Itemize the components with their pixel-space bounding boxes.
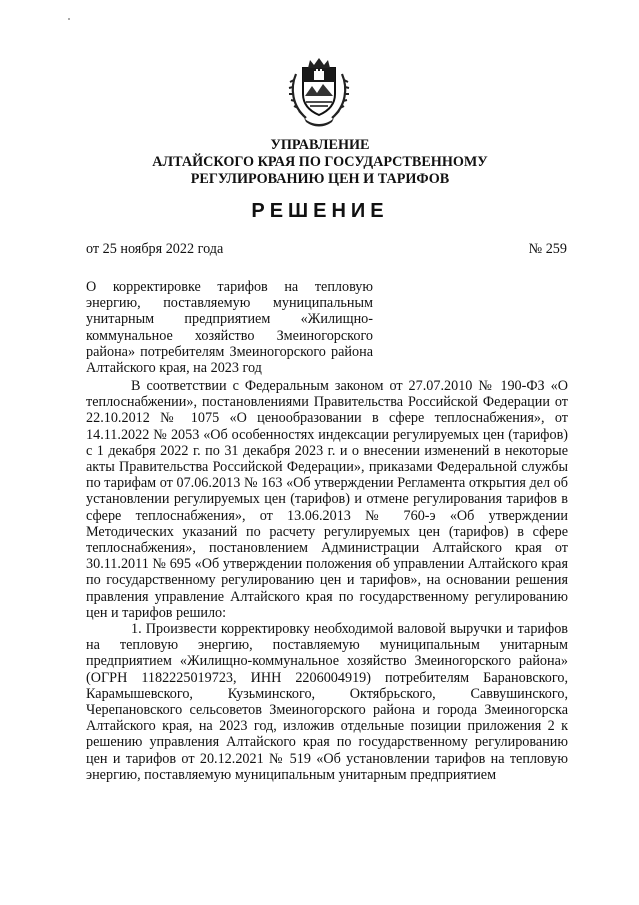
decision-body	[86, 378, 568, 783]
body-paragraph-1: В соответствии с Федеральным законом от 27.07.2010 № 190-ФЗ «О теплоснабжении», постановлениями Правительства Российской Федерации от 22.10.2012 № 1075 «О ценообразовании в сфере теплоснабжения», от 14.11.2022 № 2053 «Об особенностях индексации регулируемых цен (тарифов) с 1 декабря 2022 г. по 31 декабря 2023 г. и о внесении изменений в некоторые акты Правительства Российской Федерации», приказами Федеральной службы по тарифам от 07.06.2013 № 163 «Об утверждении Регламента открытия дел об установлении регулируемых цен (тарифов) и отмене регулирования тарифов в сфере теплоснабжения», от 13.06.2013 № 760-э «Об утверждении Методических указаний по расчету регулируемых цен (тарифов) в сфере теплоснабжения», постановлением Администрации Алтайского края от 30.11.2011 № 695 «Об утверждении положения об управлении Алтайского края по государственному регулированию цен и тарифов», на основании решения правления управление Алтайского края по государственному регулированию цен и тарифов решило:	[86, 378, 568, 621]
decision-subject: О корректировке тарифов на тепловую энергию, поставляемую муниципальным унитарным предприятием «Жилищно-коммунальное хозяйство Змеиногорского района» потребителям Змеиногорского района Алтайского края, на 2023 год	[86, 279, 373, 377]
scan-speck	[68, 18, 70, 20]
body-paragraph-2: 1. Произвести корректировку необходимой валовой выручки и тарифов на тепловую энергию, поставляемую муниципальным унитарным предприятием «Жилищно-коммунальное хозяйство Змеиногорского района» (ОГРН 1182225019723, ИНН 2206004919) потребителям Барановского, Карамышевского, Кузьминского, Октябрьского, Саввушинского, Черепановского сельсоветов Змеиногорского района и города Змеиногорска Алтайского края, на 2023 год, изложив отдельные позиции приложения 2 к решению управления Алтайского края по государственному регулированию цен и тарифов от 20.12.2021 № 519 «Об установлении тарифов на тепловую энергию, поставляемую муниципальным унитарным предприятием	[86, 621, 568, 783]
decision-date: от 25 ноября 2022 года	[86, 241, 224, 257]
coat-of-arms-icon	[286, 56, 352, 128]
issuing-authority-header	[80, 137, 560, 188]
decision-number: № 259	[528, 241, 567, 257]
document-title: РЕШЕНИЕ	[251, 200, 389, 222]
header-line-3: РЕГУЛИРОВАНИЮ ЦЕН И ТАРИФОВ	[190, 171, 450, 187]
header-line-2: АЛТАЙСКОГО КРАЯ ПО ГОСУДАРСТВЕННОМУ	[152, 154, 488, 170]
header-line-1: УПРАВЛЕНИЕ	[270, 137, 370, 153]
